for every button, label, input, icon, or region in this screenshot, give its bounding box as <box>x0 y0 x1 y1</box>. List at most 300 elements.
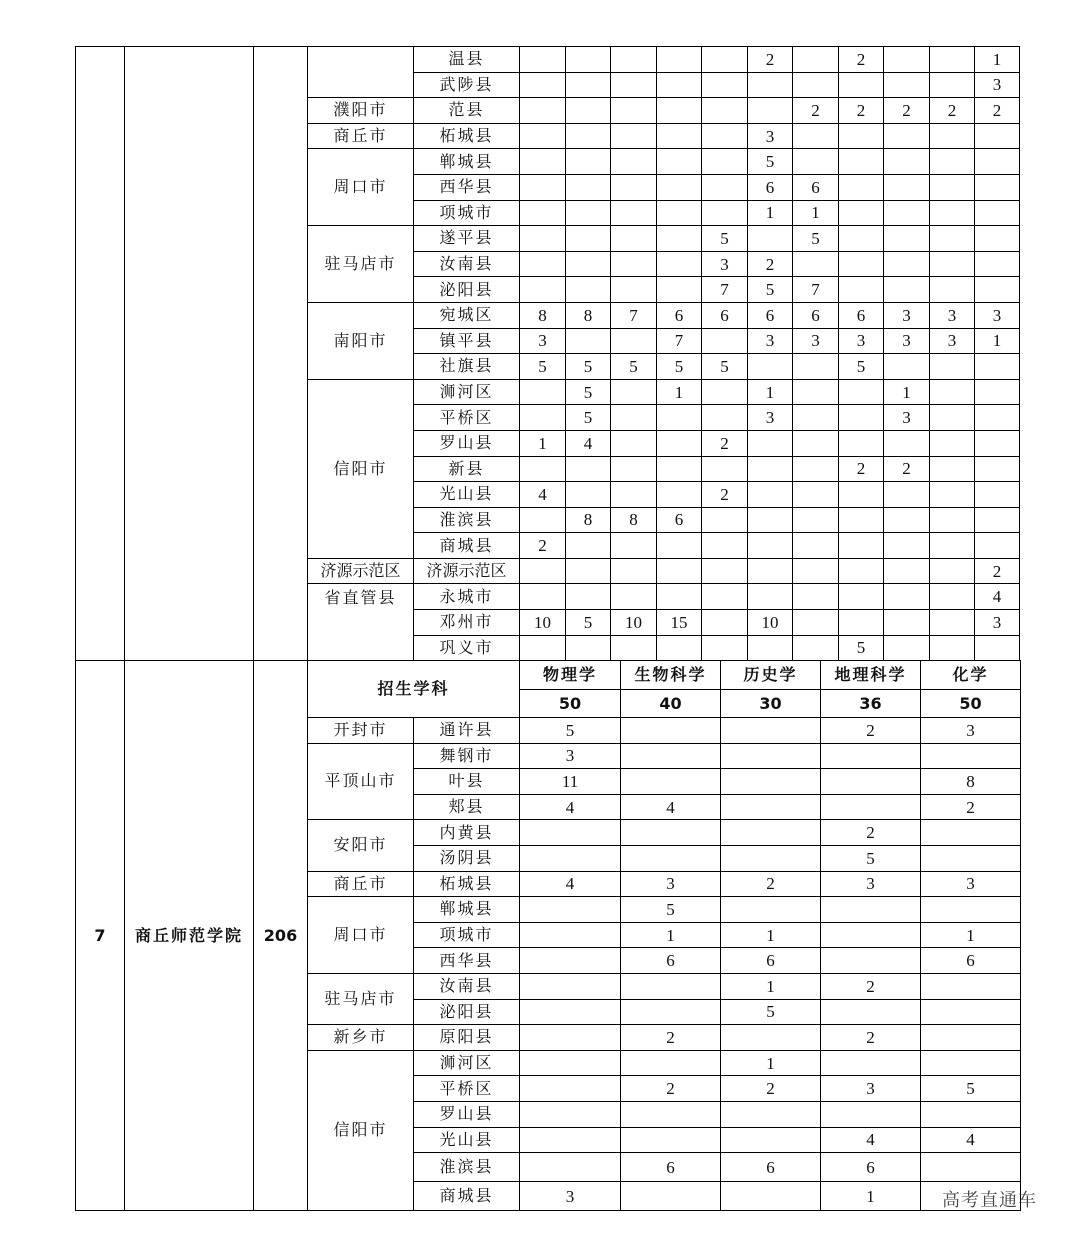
count-cell: 10 <box>520 610 566 636</box>
count-cell <box>520 1127 621 1153</box>
count-cell <box>621 820 721 846</box>
count-cell <box>839 123 884 149</box>
count-cell <box>748 482 793 508</box>
count-cell: 5 <box>748 149 793 175</box>
count-cell <box>566 328 611 354</box>
count-cell <box>520 277 566 303</box>
count-cell <box>884 123 930 149</box>
count-cell <box>793 533 839 559</box>
count-cell <box>921 743 1021 769</box>
count-cell: 3 <box>930 302 975 328</box>
count-cell <box>621 743 721 769</box>
count-cell <box>930 354 975 380</box>
county-cell: 温县 <box>414 47 520 73</box>
count-cell <box>975 251 1020 277</box>
count-cell: 5 <box>793 226 839 252</box>
county-cell: 舞钢市 <box>414 743 520 769</box>
count-cell <box>520 820 621 846</box>
count-cell <box>884 584 930 610</box>
count-cell: 5 <box>611 354 657 380</box>
count-cell <box>566 98 611 124</box>
count-cell <box>921 820 1021 846</box>
count-cell: 6 <box>748 174 793 200</box>
count-cell <box>611 328 657 354</box>
count-cell: 2 <box>721 871 821 897</box>
count-cell <box>702 533 748 559</box>
city-cell: 南阳市 <box>308 302 414 379</box>
count-cell <box>520 456 566 482</box>
count-cell <box>839 277 884 303</box>
county-cell: 商城县 <box>414 533 520 559</box>
count-cell: 6 <box>793 174 839 200</box>
count-cell: 6 <box>621 948 721 974</box>
count-cell <box>975 430 1020 456</box>
count-cell <box>566 558 611 584</box>
count-cell <box>748 533 793 559</box>
count-cell: 2 <box>839 47 884 73</box>
county-cell: 郸城县 <box>414 897 520 923</box>
header-row <box>76 661 1021 690</box>
count-cell <box>793 123 839 149</box>
count-cell <box>930 482 975 508</box>
count-cell: 5 <box>821 845 921 871</box>
count-cell <box>884 149 930 175</box>
count-cell: 15 <box>657 610 702 636</box>
count-cell <box>702 456 748 482</box>
count-cell <box>657 251 702 277</box>
count-cell <box>748 584 793 610</box>
count-cell <box>520 1153 621 1182</box>
count-cell <box>884 251 930 277</box>
count-cell <box>839 149 884 175</box>
count-cell: 5 <box>721 999 821 1025</box>
count-cell <box>821 948 921 974</box>
count-cell: 3 <box>821 1076 921 1102</box>
count-cell <box>793 558 839 584</box>
count-cell: 2 <box>821 718 921 744</box>
count-cell <box>702 558 748 584</box>
count-cell: 1 <box>721 922 821 948</box>
count-cell <box>657 277 702 303</box>
count-cell <box>930 456 975 482</box>
count-cell <box>611 72 657 98</box>
count-cell <box>884 226 930 252</box>
count-cell <box>520 251 566 277</box>
count-cell <box>721 897 821 923</box>
count-cell: 6 <box>839 302 884 328</box>
subject-name: 生物科学 <box>621 661 721 690</box>
count-cell: 5 <box>921 1076 1021 1102</box>
county-cell: 范县 <box>414 98 520 124</box>
count-cell <box>839 200 884 226</box>
count-cell <box>520 1050 621 1076</box>
city-cell: 驻马店市 <box>308 973 414 1024</box>
count-cell: 2 <box>921 794 1021 820</box>
count-cell <box>702 635 748 661</box>
count-cell <box>821 922 921 948</box>
count-cell: 4 <box>520 794 621 820</box>
count-cell <box>611 251 657 277</box>
count-cell: 1 <box>975 47 1020 73</box>
count-cell <box>611 123 657 149</box>
count-cell <box>921 845 1021 871</box>
count-cell: 5 <box>566 354 611 380</box>
count-cell: 2 <box>702 430 748 456</box>
count-cell <box>566 251 611 277</box>
county-cell: 淮滨县 <box>414 507 520 533</box>
count-cell <box>657 149 702 175</box>
count-cell <box>611 47 657 73</box>
count-cell <box>884 507 930 533</box>
count-cell: 2 <box>884 456 930 482</box>
count-cell <box>839 533 884 559</box>
county-cell: 项城市 <box>414 200 520 226</box>
count-cell <box>611 558 657 584</box>
county-cell: 汝南县 <box>414 973 520 999</box>
county-cell: 光山县 <box>414 1127 520 1153</box>
count-cell <box>611 200 657 226</box>
count-cell <box>566 123 611 149</box>
count-cell <box>702 405 748 431</box>
county-cell: 平桥区 <box>414 405 520 431</box>
count-cell <box>930 123 975 149</box>
count-cell <box>702 328 748 354</box>
count-cell: 4 <box>520 482 566 508</box>
count-cell <box>748 456 793 482</box>
count-cell <box>839 584 884 610</box>
count-cell <box>611 98 657 124</box>
count-cell <box>975 200 1020 226</box>
count-cell <box>930 584 975 610</box>
count-cell <box>702 47 748 73</box>
count-cell: 5 <box>839 354 884 380</box>
count-cell <box>748 558 793 584</box>
count-cell <box>721 845 821 871</box>
county-cell: 邓州市 <box>414 610 520 636</box>
count-cell <box>520 149 566 175</box>
city-cell: 濮阳市 <box>308 98 414 124</box>
count-cell <box>721 1127 821 1153</box>
count-cell <box>748 72 793 98</box>
city-cell: 商丘市 <box>308 123 414 149</box>
county-cell: 淮滨县 <box>414 1153 520 1182</box>
count-cell: 5 <box>520 354 566 380</box>
count-cell <box>566 47 611 73</box>
county-cell: 新县 <box>414 456 520 482</box>
count-cell <box>657 584 702 610</box>
count-cell <box>721 743 821 769</box>
count-cell <box>930 149 975 175</box>
count-cell <box>520 973 621 999</box>
count-cell: 6 <box>721 1153 821 1182</box>
county-cell: 永城市 <box>414 584 520 610</box>
count-cell <box>884 200 930 226</box>
count-cell: 1 <box>821 1182 921 1211</box>
count-cell <box>921 973 1021 999</box>
count-cell <box>821 1101 921 1127</box>
count-cell <box>566 482 611 508</box>
subject-total: 50 <box>921 690 1021 718</box>
count-cell: 2 <box>821 1025 921 1051</box>
count-cell <box>657 635 702 661</box>
count-cell <box>657 72 702 98</box>
count-cell: 2 <box>702 482 748 508</box>
count-cell <box>748 226 793 252</box>
count-cell <box>821 897 921 923</box>
count-cell: 2 <box>930 98 975 124</box>
count-cell <box>721 820 821 846</box>
count-cell <box>839 72 884 98</box>
subject-name: 物理学 <box>520 661 621 690</box>
count-cell <box>621 973 721 999</box>
count-cell: 7 <box>793 277 839 303</box>
count-cell <box>839 507 884 533</box>
count-cell <box>621 718 721 744</box>
count-cell <box>702 174 748 200</box>
count-cell <box>975 149 1020 175</box>
count-cell <box>839 430 884 456</box>
count-cell: 1 <box>621 922 721 948</box>
count-cell <box>930 72 975 98</box>
count-cell <box>975 354 1020 380</box>
count-cell <box>520 1076 621 1102</box>
count-cell <box>748 354 793 380</box>
county-cell: 罗山县 <box>414 430 520 456</box>
count-cell: 2 <box>621 1076 721 1102</box>
county-cell: 光山县 <box>414 482 520 508</box>
count-cell <box>702 507 748 533</box>
city-cell <box>308 47 414 98</box>
count-cell <box>921 897 1021 923</box>
count-cell: 2 <box>721 1076 821 1102</box>
count-cell: 11 <box>520 769 621 795</box>
count-cell: 3 <box>884 328 930 354</box>
count-cell <box>839 174 884 200</box>
count-cell <box>975 277 1020 303</box>
city-cell: 省直管县 <box>308 584 414 661</box>
count-cell: 3 <box>702 251 748 277</box>
count-cell <box>611 482 657 508</box>
count-cell: 5 <box>566 405 611 431</box>
county-cell: 汤阴县 <box>414 845 520 871</box>
count-cell <box>611 456 657 482</box>
count-cell <box>793 456 839 482</box>
count-cell: 3 <box>748 123 793 149</box>
count-cell: 3 <box>520 743 621 769</box>
count-cell <box>520 507 566 533</box>
count-cell: 10 <box>611 610 657 636</box>
city-cell: 平顶山市 <box>308 743 414 820</box>
city-cell: 驻马店市 <box>308 226 414 303</box>
count-cell <box>793 405 839 431</box>
count-cell <box>793 635 839 661</box>
count-cell: 4 <box>566 430 611 456</box>
count-cell <box>657 456 702 482</box>
count-cell <box>657 405 702 431</box>
count-cell <box>748 635 793 661</box>
city-cell: 信阳市 <box>308 1050 414 1210</box>
count-cell <box>930 277 975 303</box>
count-cell <box>975 635 1020 661</box>
count-cell <box>930 558 975 584</box>
count-cell <box>721 1182 821 1211</box>
count-cell <box>975 456 1020 482</box>
count-cell <box>721 794 821 820</box>
count-cell: 1 <box>657 379 702 405</box>
count-cell: 1 <box>884 379 930 405</box>
county-cell: 柘城县 <box>414 871 520 897</box>
count-cell <box>611 277 657 303</box>
count-cell <box>793 507 839 533</box>
count-cell: 5 <box>702 354 748 380</box>
count-cell <box>930 174 975 200</box>
table-row <box>76 47 1020 73</box>
count-cell: 10 <box>748 610 793 636</box>
count-cell <box>611 149 657 175</box>
count-cell: 6 <box>657 302 702 328</box>
count-cell <box>520 558 566 584</box>
enrollment-table-section-a <box>75 46 1020 661</box>
count-cell <box>793 251 839 277</box>
count-cell <box>702 379 748 405</box>
count-cell <box>657 200 702 226</box>
count-cell <box>930 507 975 533</box>
count-cell <box>793 482 839 508</box>
count-cell: 8 <box>566 302 611 328</box>
count-cell: 3 <box>520 328 566 354</box>
city-cell: 信阳市 <box>308 379 414 558</box>
county-cell: 平桥区 <box>414 1076 520 1102</box>
count-cell <box>748 507 793 533</box>
count-cell: 6 <box>793 302 839 328</box>
count-cell <box>793 379 839 405</box>
count-cell <box>621 769 721 795</box>
count-cell: 1 <box>793 200 839 226</box>
count-cell <box>839 482 884 508</box>
count-cell <box>520 174 566 200</box>
count-cell: 6 <box>821 1153 921 1182</box>
count-cell: 3 <box>520 1182 621 1211</box>
count-cell <box>921 1101 1021 1127</box>
count-cell <box>621 999 721 1025</box>
count-cell <box>839 405 884 431</box>
count-cell: 8 <box>611 507 657 533</box>
count-cell: 4 <box>821 1127 921 1153</box>
count-cell <box>621 845 721 871</box>
count-cell: 8 <box>566 507 611 533</box>
count-cell <box>621 1182 721 1211</box>
count-cell: 2 <box>748 251 793 277</box>
count-cell: 5 <box>657 354 702 380</box>
county-cell: 汝南县 <box>414 251 520 277</box>
count-cell: 3 <box>975 72 1020 98</box>
city-cell: 济源示范区 <box>308 558 414 584</box>
count-cell <box>702 584 748 610</box>
count-cell: 4 <box>621 794 721 820</box>
count-cell <box>748 430 793 456</box>
count-cell <box>520 226 566 252</box>
count-cell: 6 <box>657 507 702 533</box>
count-cell: 3 <box>884 405 930 431</box>
county-cell: 通许县 <box>414 718 520 744</box>
subject-total: 36 <box>821 690 921 718</box>
count-cell <box>930 379 975 405</box>
count-cell <box>566 456 611 482</box>
count-cell <box>657 47 702 73</box>
county-cell: 西华县 <box>414 948 520 974</box>
count-cell: 1 <box>520 430 566 456</box>
count-cell: 5 <box>566 610 611 636</box>
enrollment-table-section-b <box>75 660 1021 1211</box>
count-cell <box>748 98 793 124</box>
count-cell <box>520 635 566 661</box>
count-cell: 7 <box>657 328 702 354</box>
count-cell <box>975 226 1020 252</box>
count-cell <box>657 98 702 124</box>
county-cell: 巩义市 <box>414 635 520 661</box>
count-cell <box>930 533 975 559</box>
county-cell: 项城市 <box>414 922 520 948</box>
count-cell: 1 <box>721 973 821 999</box>
count-cell <box>884 533 930 559</box>
subject-total: 50 <box>520 690 621 718</box>
count-cell <box>884 610 930 636</box>
count-cell <box>793 584 839 610</box>
count-cell: 8 <box>921 769 1021 795</box>
count-cell: 4 <box>921 1127 1021 1153</box>
count-cell <box>520 72 566 98</box>
count-cell <box>520 123 566 149</box>
index-cell: 7 <box>76 661 125 1211</box>
count-cell <box>566 277 611 303</box>
count-cell: 3 <box>975 302 1020 328</box>
count-cell: 1 <box>748 200 793 226</box>
count-cell <box>884 430 930 456</box>
count-cell <box>721 1025 821 1051</box>
count-cell <box>702 149 748 175</box>
county-cell: 遂平县 <box>414 226 520 252</box>
count-cell: 5 <box>748 277 793 303</box>
count-cell: 6 <box>921 948 1021 974</box>
count-cell: 6 <box>621 1153 721 1182</box>
count-cell <box>702 200 748 226</box>
count-cell <box>611 584 657 610</box>
count-cell <box>793 354 839 380</box>
count-cell: 1 <box>748 379 793 405</box>
county-cell: 泌阳县 <box>414 277 520 303</box>
count-cell: 3 <box>748 405 793 431</box>
count-cell <box>884 47 930 73</box>
count-cell <box>702 98 748 124</box>
count-cell <box>930 47 975 73</box>
count-cell <box>884 482 930 508</box>
count-cell: 5 <box>566 379 611 405</box>
county-cell: 柘城县 <box>414 123 520 149</box>
count-cell <box>793 610 839 636</box>
index-cell <box>76 47 125 661</box>
count-cell <box>702 123 748 149</box>
count-cell: 3 <box>921 718 1021 744</box>
total-cell <box>254 47 308 661</box>
county-cell: 内黄县 <box>414 820 520 846</box>
city-cell: 开封市 <box>308 718 414 744</box>
count-cell <box>621 1101 721 1127</box>
subject-name: 化学 <box>921 661 1021 690</box>
count-cell: 3 <box>793 328 839 354</box>
subject-total: 40 <box>621 690 721 718</box>
count-cell <box>657 430 702 456</box>
count-cell <box>884 354 930 380</box>
